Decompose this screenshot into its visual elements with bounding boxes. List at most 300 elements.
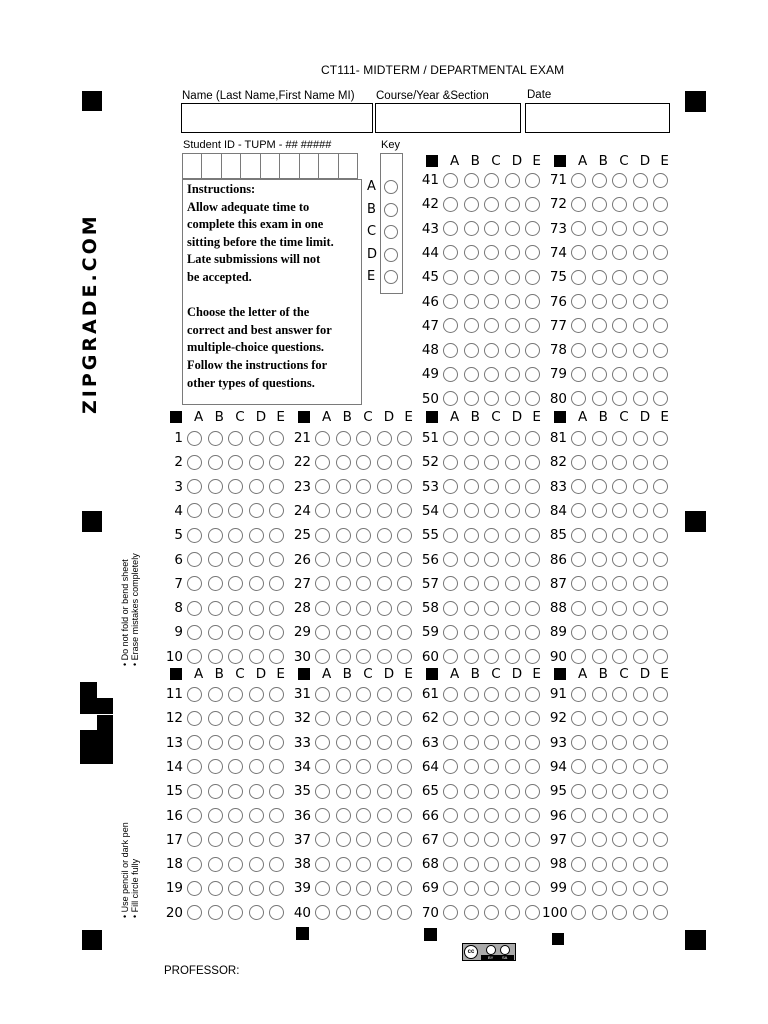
student-id-grid[interactable] — [182, 153, 358, 179]
answer-bubble[interactable] — [571, 759, 586, 774]
answer-bubble[interactable] — [571, 625, 586, 640]
answer-bubble[interactable] — [377, 735, 392, 750]
answer-bubble[interactable] — [228, 857, 243, 872]
answer-bubble[interactable] — [315, 881, 330, 896]
answer-bubble[interactable] — [187, 735, 202, 750]
answer-bubble[interactable] — [525, 687, 540, 702]
answer-bubble[interactable] — [612, 857, 627, 872]
answer-bubble[interactable] — [633, 552, 648, 567]
answer-bubble[interactable] — [505, 552, 520, 567]
answer-bubble[interactable] — [571, 197, 586, 212]
answer-bubble[interactable] — [571, 528, 586, 543]
answer-bubble[interactable] — [464, 857, 479, 872]
answer-bubble[interactable] — [653, 343, 668, 358]
answer-bubble[interactable] — [484, 625, 499, 640]
answer-bubble[interactable] — [443, 367, 458, 382]
answer-bubble[interactable] — [653, 649, 668, 664]
answer-bubble[interactable] — [228, 601, 243, 616]
answer-bubble[interactable] — [484, 711, 499, 726]
answer-bubble[interactable] — [571, 503, 586, 518]
answer-bubble[interactable] — [249, 552, 264, 567]
answer-bubble[interactable] — [208, 759, 223, 774]
answer-bubble[interactable] — [228, 649, 243, 664]
answer-bubble[interactable] — [525, 832, 540, 847]
answer-bubble[interactable] — [571, 552, 586, 567]
answer-bubble[interactable] — [505, 245, 520, 260]
answer-bubble[interactable] — [653, 318, 668, 333]
answer-bubble[interactable] — [356, 759, 371, 774]
answer-bubble[interactable] — [571, 391, 586, 406]
answer-bubble[interactable] — [249, 625, 264, 640]
answer-bubble[interactable] — [633, 576, 648, 591]
answer-bubble[interactable] — [269, 601, 284, 616]
answer-bubble[interactable] — [505, 601, 520, 616]
answer-bubble[interactable] — [443, 343, 458, 358]
answer-bubble[interactable] — [633, 197, 648, 212]
answer-bubble[interactable] — [484, 221, 499, 236]
answer-bubble[interactable] — [356, 808, 371, 823]
answer-bubble[interactable] — [592, 808, 607, 823]
answer-bubble[interactable] — [484, 318, 499, 333]
answer-bubble[interactable] — [187, 857, 202, 872]
answer-bubble[interactable] — [464, 711, 479, 726]
answer-bubble[interactable] — [397, 431, 412, 446]
answer-bubble[interactable] — [653, 270, 668, 285]
answer-bubble[interactable] — [249, 528, 264, 543]
answer-bubble[interactable] — [208, 479, 223, 494]
answer-bubble[interactable] — [571, 479, 586, 494]
answer-bubble[interactable] — [592, 479, 607, 494]
answer-bubble[interactable] — [336, 479, 351, 494]
answer-bubble[interactable] — [612, 649, 627, 664]
answer-bubble[interactable] — [592, 245, 607, 260]
answer-bubble[interactable] — [505, 479, 520, 494]
answer-bubble[interactable] — [269, 784, 284, 799]
answer-bubble[interactable] — [633, 503, 648, 518]
answer-bubble[interactable] — [653, 552, 668, 567]
answer-bubble[interactable] — [356, 784, 371, 799]
name-field[interactable] — [181, 103, 373, 133]
answer-bubble[interactable] — [464, 576, 479, 591]
answer-bubble[interactable] — [269, 455, 284, 470]
answer-bubble[interactable] — [653, 391, 668, 406]
answer-bubble[interactable] — [633, 270, 648, 285]
answer-bubble[interactable] — [356, 857, 371, 872]
answer-bubble[interactable] — [356, 455, 371, 470]
answer-bubble[interactable] — [397, 479, 412, 494]
answer-bubble[interactable] — [269, 503, 284, 518]
answer-bubble[interactable] — [505, 881, 520, 896]
answer-bubble[interactable] — [228, 528, 243, 543]
answer-bubble[interactable] — [484, 857, 499, 872]
answer-bubble[interactable] — [377, 649, 392, 664]
answer-bubble[interactable] — [464, 832, 479, 847]
answer-bubble[interactable] — [208, 857, 223, 872]
answer-bubble[interactable] — [208, 808, 223, 823]
answer-bubble[interactable] — [505, 294, 520, 309]
answer-bubble[interactable] — [443, 270, 458, 285]
answer-bubble[interactable] — [315, 503, 330, 518]
answer-bubble[interactable] — [612, 625, 627, 640]
answer-bubble[interactable] — [571, 294, 586, 309]
answer-bubble[interactable] — [336, 687, 351, 702]
answer-bubble[interactable] — [525, 784, 540, 799]
answer-bubble[interactable] — [633, 367, 648, 382]
answer-bubble[interactable] — [443, 832, 458, 847]
answer-bubble[interactable] — [592, 576, 607, 591]
answer-bubble[interactable] — [484, 391, 499, 406]
answer-bubble[interactable] — [397, 784, 412, 799]
answer-bubble[interactable] — [505, 735, 520, 750]
answer-bubble[interactable] — [484, 905, 499, 920]
answer-bubble[interactable] — [484, 245, 499, 260]
answer-bubble[interactable] — [612, 221, 627, 236]
answer-bubble[interactable] — [464, 905, 479, 920]
answer-bubble[interactable] — [484, 367, 499, 382]
answer-bubble[interactable] — [356, 625, 371, 640]
answer-bubble[interactable] — [397, 808, 412, 823]
answer-bubble[interactable] — [612, 294, 627, 309]
answer-bubble[interactable] — [397, 857, 412, 872]
answer-bubble[interactable] — [484, 528, 499, 543]
answer-bubble[interactable] — [464, 601, 479, 616]
answer-bubble[interactable] — [443, 431, 458, 446]
answer-bubble[interactable] — [505, 711, 520, 726]
answer-bubble[interactable] — [612, 735, 627, 750]
answer-bubble[interactable] — [336, 601, 351, 616]
answer-bubble[interactable] — [228, 735, 243, 750]
answer-bubble[interactable] — [653, 759, 668, 774]
answer-bubble[interactable] — [505, 197, 520, 212]
answer-bubble[interactable] — [484, 503, 499, 518]
answer-bubble[interactable] — [484, 687, 499, 702]
answer-bubble[interactable] — [505, 503, 520, 518]
answer-bubble[interactable] — [571, 343, 586, 358]
answer-bubble[interactable] — [249, 808, 264, 823]
answer-bubble[interactable] — [464, 479, 479, 494]
answer-bubble[interactable] — [505, 857, 520, 872]
answer-bubble[interactable] — [633, 625, 648, 640]
answer-bubble[interactable] — [377, 479, 392, 494]
answer-bubble[interactable] — [443, 808, 458, 823]
answer-bubble[interactable] — [356, 601, 371, 616]
answer-bubble[interactable] — [228, 784, 243, 799]
answer-bubble[interactable] — [653, 857, 668, 872]
answer-bubble[interactable] — [377, 759, 392, 774]
answer-bubble[interactable] — [269, 808, 284, 823]
answer-bubble[interactable] — [505, 391, 520, 406]
answer-bubble[interactable] — [653, 221, 668, 236]
answer-bubble[interactable] — [336, 649, 351, 664]
answer-bubble[interactable] — [525, 503, 540, 518]
answer-bubble[interactable] — [208, 832, 223, 847]
answer-bubble[interactable] — [336, 857, 351, 872]
answer-bubble[interactable] — [653, 173, 668, 188]
answer-bubble[interactable] — [633, 343, 648, 358]
key-bubble[interactable] — [384, 248, 398, 262]
answer-bubble[interactable] — [187, 711, 202, 726]
answer-bubble[interactable] — [187, 601, 202, 616]
answer-bubble[interactable] — [269, 649, 284, 664]
answer-bubble[interactable] — [464, 221, 479, 236]
answer-bubble[interactable] — [464, 455, 479, 470]
answer-bubble[interactable] — [505, 576, 520, 591]
answer-bubble[interactable] — [464, 808, 479, 823]
answer-bubble[interactable] — [187, 687, 202, 702]
answer-bubble[interactable] — [377, 528, 392, 543]
answer-bubble[interactable] — [592, 503, 607, 518]
answer-bubble[interactable] — [525, 343, 540, 358]
answer-bubble[interactable] — [228, 576, 243, 591]
answer-bubble[interactable] — [571, 735, 586, 750]
answer-bubble[interactable] — [336, 503, 351, 518]
answer-bubble[interactable] — [315, 711, 330, 726]
answer-bubble[interactable] — [443, 905, 458, 920]
answer-bubble[interactable] — [525, 625, 540, 640]
answer-bubble[interactable] — [505, 343, 520, 358]
answer-bubble[interactable] — [505, 270, 520, 285]
answer-bubble[interactable] — [377, 711, 392, 726]
answer-bubble[interactable] — [443, 649, 458, 664]
answer-bubble[interactable] — [464, 343, 479, 358]
answer-bubble[interactable] — [633, 318, 648, 333]
answer-bubble[interactable] — [249, 649, 264, 664]
answer-bubble[interactable] — [443, 294, 458, 309]
answer-bubble[interactable] — [377, 808, 392, 823]
answer-bubble[interactable] — [633, 784, 648, 799]
answer-bubble[interactable] — [187, 431, 202, 446]
answer-bubble[interactable] — [653, 832, 668, 847]
answer-bubble[interactable] — [269, 881, 284, 896]
answer-bubble[interactable] — [612, 503, 627, 518]
answer-bubble[interactable] — [228, 881, 243, 896]
answer-bubble[interactable] — [484, 832, 499, 847]
answer-bubble[interactable] — [571, 857, 586, 872]
answer-bubble[interactable] — [612, 455, 627, 470]
answer-bubble[interactable] — [612, 343, 627, 358]
answer-bubble[interactable] — [356, 687, 371, 702]
answer-bubble[interactable] — [612, 318, 627, 333]
answer-bubble[interactable] — [612, 391, 627, 406]
answer-bubble[interactable] — [269, 552, 284, 567]
answer-bubble[interactable] — [336, 735, 351, 750]
answer-bubble[interactable] — [653, 479, 668, 494]
answer-bubble[interactable] — [443, 576, 458, 591]
answer-bubble[interactable] — [571, 881, 586, 896]
answer-bubble[interactable] — [592, 391, 607, 406]
key-bubble[interactable] — [384, 203, 398, 217]
answer-bubble[interactable] — [592, 784, 607, 799]
answer-bubble[interactable] — [525, 857, 540, 872]
answer-bubble[interactable] — [464, 881, 479, 896]
answer-bubble[interactable] — [525, 197, 540, 212]
answer-bubble[interactable] — [505, 173, 520, 188]
answer-bubble[interactable] — [356, 576, 371, 591]
answer-bubble[interactable] — [228, 455, 243, 470]
answer-bubble[interactable] — [571, 784, 586, 799]
answer-bubble[interactable] — [633, 808, 648, 823]
answer-bubble[interactable] — [464, 270, 479, 285]
answer-bubble[interactable] — [505, 759, 520, 774]
answer-bubble[interactable] — [612, 784, 627, 799]
answer-bubble[interactable] — [653, 528, 668, 543]
answer-bubble[interactable] — [269, 625, 284, 640]
answer-bubble[interactable] — [269, 759, 284, 774]
answer-bubble[interactable] — [525, 881, 540, 896]
answer-bubble[interactable] — [397, 832, 412, 847]
answer-bubble[interactable] — [228, 687, 243, 702]
answer-bubble[interactable] — [571, 431, 586, 446]
answer-bubble[interactable] — [208, 735, 223, 750]
answer-bubble[interactable] — [249, 711, 264, 726]
answer-bubble[interactable] — [187, 576, 202, 591]
answer-bubble[interactable] — [336, 552, 351, 567]
answer-bubble[interactable] — [377, 687, 392, 702]
answer-bubble[interactable] — [443, 711, 458, 726]
answer-bubble[interactable] — [208, 455, 223, 470]
answer-bubble[interactable] — [653, 905, 668, 920]
answer-bubble[interactable] — [571, 601, 586, 616]
answer-bubble[interactable] — [633, 711, 648, 726]
answer-bubble[interactable] — [315, 649, 330, 664]
answer-bubble[interactable] — [464, 735, 479, 750]
answer-bubble[interactable] — [633, 173, 648, 188]
answer-bubble[interactable] — [612, 528, 627, 543]
answer-bubble[interactable] — [525, 367, 540, 382]
answer-bubble[interactable] — [484, 455, 499, 470]
answer-bubble[interactable] — [612, 552, 627, 567]
answer-bubble[interactable] — [525, 759, 540, 774]
answer-bubble[interactable] — [269, 431, 284, 446]
answer-bubble[interactable] — [505, 528, 520, 543]
answer-bubble[interactable] — [315, 455, 330, 470]
answer-bubble[interactable] — [653, 245, 668, 260]
answer-bubble[interactable] — [377, 552, 392, 567]
answer-bubble[interactable] — [505, 431, 520, 446]
answer-bubble[interactable] — [397, 503, 412, 518]
answer-bubble[interactable] — [397, 649, 412, 664]
answer-bubble[interactable] — [505, 625, 520, 640]
answer-bubble[interactable] — [336, 784, 351, 799]
answer-bubble[interactable] — [653, 601, 668, 616]
answer-bubble[interactable] — [464, 391, 479, 406]
answer-bubble[interactable] — [571, 808, 586, 823]
answer-bubble[interactable] — [336, 625, 351, 640]
answer-bubble[interactable] — [315, 808, 330, 823]
answer-bubble[interactable] — [336, 881, 351, 896]
answer-bubble[interactable] — [633, 528, 648, 543]
answer-bubble[interactable] — [505, 455, 520, 470]
answer-bubble[interactable] — [464, 197, 479, 212]
answer-bubble[interactable] — [525, 431, 540, 446]
answer-bubble[interactable] — [228, 625, 243, 640]
answer-bubble[interactable] — [571, 221, 586, 236]
answer-bubble[interactable] — [208, 784, 223, 799]
answer-bubble[interactable] — [336, 905, 351, 920]
answer-bubble[interactable] — [443, 881, 458, 896]
answer-bubble[interactable] — [525, 576, 540, 591]
answer-bubble[interactable] — [187, 881, 202, 896]
answer-bubble[interactable] — [633, 294, 648, 309]
answer-bubble[interactable] — [592, 687, 607, 702]
answer-bubble[interactable] — [315, 431, 330, 446]
answer-bubble[interactable] — [484, 735, 499, 750]
answer-bubble[interactable] — [484, 479, 499, 494]
answer-bubble[interactable] — [592, 367, 607, 382]
answer-bubble[interactable] — [633, 881, 648, 896]
key-bubble[interactable] — [384, 180, 398, 194]
answer-bubble[interactable] — [443, 784, 458, 799]
answer-bubble[interactable] — [653, 294, 668, 309]
answer-bubble[interactable] — [269, 528, 284, 543]
answer-bubble[interactable] — [443, 625, 458, 640]
answer-bubble[interactable] — [525, 391, 540, 406]
answer-bubble[interactable] — [208, 552, 223, 567]
answer-bubble[interactable] — [208, 625, 223, 640]
answer-bubble[interactable] — [249, 857, 264, 872]
answer-bubble[interactable] — [356, 735, 371, 750]
answer-bubble[interactable] — [269, 857, 284, 872]
answer-bubble[interactable] — [336, 455, 351, 470]
answer-bubble[interactable] — [208, 687, 223, 702]
answer-bubble[interactable] — [592, 294, 607, 309]
answer-bubble[interactable] — [187, 552, 202, 567]
answer-bubble[interactable] — [525, 221, 540, 236]
answer-bubble[interactable] — [443, 479, 458, 494]
answer-bubble[interactable] — [397, 711, 412, 726]
answer-bubble[interactable] — [443, 197, 458, 212]
answer-bubble[interactable] — [525, 270, 540, 285]
answer-bubble[interactable] — [269, 735, 284, 750]
answer-bubble[interactable] — [612, 576, 627, 591]
answer-bubble[interactable] — [653, 367, 668, 382]
answer-bubble[interactable] — [187, 832, 202, 847]
answer-bubble[interactable] — [315, 479, 330, 494]
answer-bubble[interactable] — [505, 318, 520, 333]
answer-bubble[interactable] — [397, 455, 412, 470]
answer-bubble[interactable] — [208, 576, 223, 591]
answer-bubble[interactable] — [187, 528, 202, 543]
answer-bubble[interactable] — [612, 759, 627, 774]
answer-bubble[interactable] — [228, 832, 243, 847]
answer-bubble[interactable] — [612, 245, 627, 260]
answer-bubble[interactable] — [269, 832, 284, 847]
answer-bubble[interactable] — [269, 576, 284, 591]
answer-bubble[interactable] — [525, 245, 540, 260]
answer-bubble[interactable] — [571, 905, 586, 920]
answer-bubble[interactable] — [653, 711, 668, 726]
answer-bubble[interactable] — [525, 455, 540, 470]
answer-bubble[interactable] — [525, 294, 540, 309]
answer-bubble[interactable] — [592, 832, 607, 847]
answer-bubble[interactable] — [484, 649, 499, 664]
answer-bubble[interactable] — [464, 294, 479, 309]
answer-bubble[interactable] — [525, 528, 540, 543]
answer-bubble[interactable] — [571, 173, 586, 188]
answer-bubble[interactable] — [505, 905, 520, 920]
answer-bubble[interactable] — [612, 367, 627, 382]
answer-bubble[interactable] — [187, 759, 202, 774]
answer-bubble[interactable] — [443, 503, 458, 518]
answer-bubble[interactable] — [397, 528, 412, 543]
answer-bubble[interactable] — [484, 431, 499, 446]
answer-bubble[interactable] — [336, 808, 351, 823]
answer-bubble[interactable] — [269, 711, 284, 726]
answer-bubble[interactable] — [228, 431, 243, 446]
answer-bubble[interactable] — [484, 759, 499, 774]
answer-bubble[interactable] — [484, 552, 499, 567]
answer-bubble[interactable] — [249, 784, 264, 799]
